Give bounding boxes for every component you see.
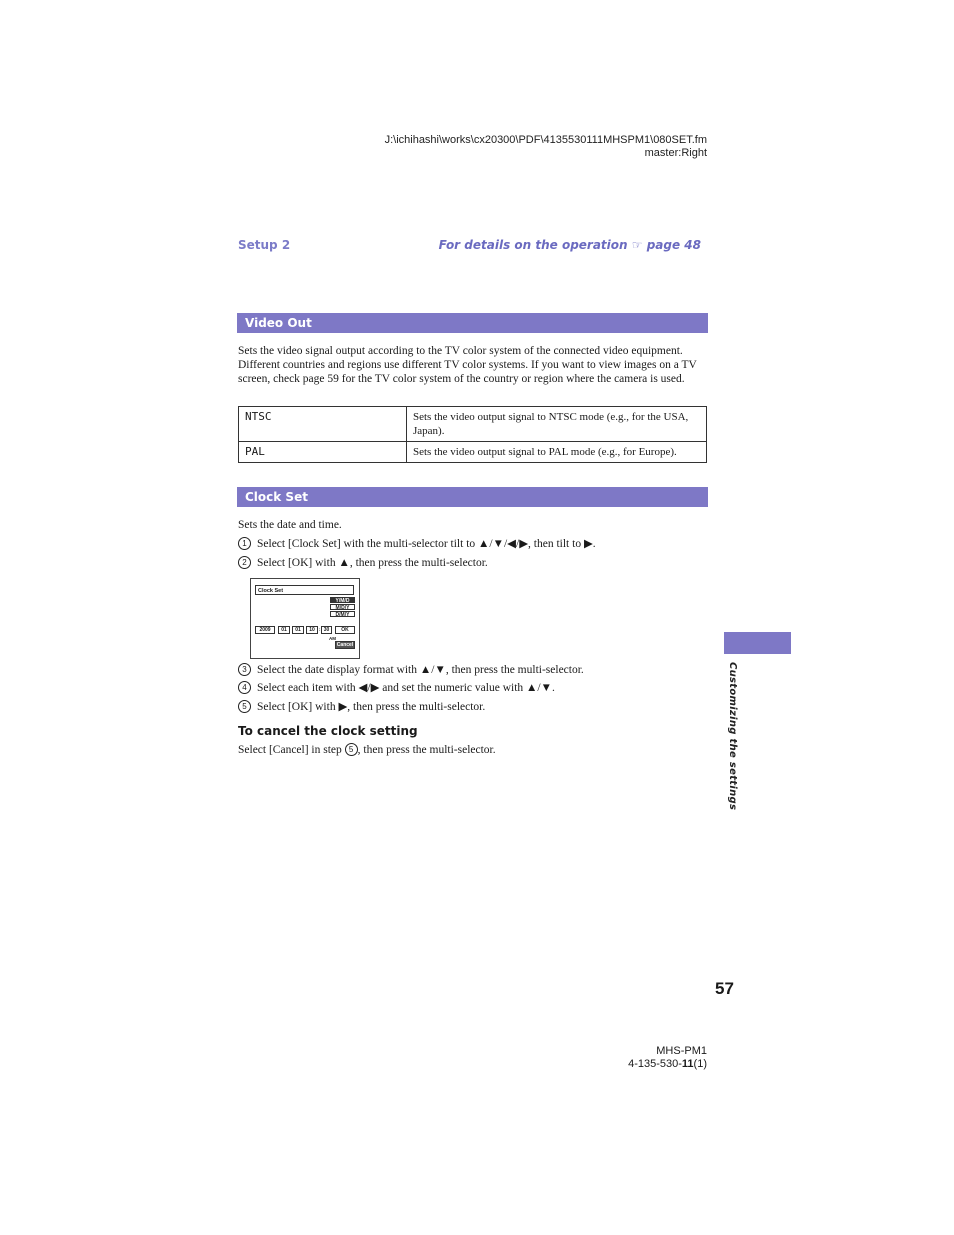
video-out-section-bar [237,313,708,333]
code-suffix: (1) [693,1058,707,1070]
video-out-options-table [238,406,707,463]
date-format-option: M/D/Y [330,604,355,610]
date-format-option: Y/M/D [330,597,355,603]
step-number: 5 [238,700,251,713]
operation-reference-page: page 48 [642,238,701,252]
step-text: Select each item with ◀/▶ and set the numeric value with ▲/▼. [257,682,555,694]
month-field: 01 [278,626,290,634]
clock-set-section-bar [237,487,708,507]
screen-title: Clock Set [255,585,354,595]
clock-set-title: Clock Set [245,490,308,504]
minute-field: 30 [321,626,332,634]
code-prefix: 4-135-530- [628,1058,682,1070]
date-format-option: D/M/Y [330,611,355,617]
ok-button: OK [335,626,355,634]
step-item [238,700,485,714]
cancel-text-after: , then press the multi-selector. [357,744,496,756]
hour-field: 10 [306,626,318,634]
file-path: J:\ichihashi\works\cx20300\PDF\4135530111MHSPM1\080SET.fm [384,134,707,146]
table-row [239,442,707,463]
step-item [238,556,488,570]
option-key: NTSC [239,407,407,442]
step-number: 2 [238,556,251,569]
step-text: Select the date display format with ▲/▼, then press the multi-selector. [257,664,584,676]
step-item [238,537,596,551]
footer [628,1045,707,1071]
master-label: master:Right [644,147,707,159]
pointing-hand-icon: ☞ [631,238,643,252]
clock-set-screen-illustration [250,578,360,659]
page-number: 57 [715,979,734,998]
step-text: Select [OK] with ▶, then press the multi-selector. [257,701,486,713]
video-out-title: Video Out [245,316,312,330]
model-name: MHS-PM1 [656,1045,707,1057]
option-description: Sets the video output signal to NTSC mode (e.g., for the USA, Japan). [407,407,707,442]
option-description: Sets the video output signal to PAL mode (e.g., for Europe). [407,442,707,463]
chapter-side-tab [724,632,791,654]
video-out-description: Sets the video signal output according to the TV color system of the connected video equipment. Different countries and regions use different TV color systems. If you want to view images on a TV screen, check page 59 for the TV color system of the country or region where the camera is used. [238,345,697,385]
operation-reference [439,238,701,252]
option-key: PAL [239,442,407,463]
section-header-left: Setup 2 [238,238,291,252]
cancel-instruction [238,743,496,757]
step-text: Select [Clock Set] with the multi-selector tilt to ▲/▼/◀/▶, then tilt to ▶. [257,538,596,550]
cancel-subheading: To cancel the clock setting [238,724,418,738]
step-number: 4 [238,681,251,694]
time-colon: : [319,627,321,632]
cancel-text-before: Select [Cancel] in step [238,744,345,756]
chapter-side-label: Customizing the settings [727,662,738,811]
step-item [238,663,584,677]
operation-reference-text: For details on the operation [438,238,632,252]
step-text: Select [OK] with ▲, then press the multi-selector. [257,557,488,569]
file-meta [385,134,707,160]
step-item [238,681,555,695]
step-number: 1 [238,537,251,550]
code-bold: 11 [681,1058,694,1070]
cancel-button: Cancel [336,642,354,648]
ampm-label: AM [329,636,336,641]
step-number: 3 [238,663,251,676]
document-code [628,1058,707,1071]
day-field: 01 [292,626,304,634]
table-row [239,407,707,442]
step-number: 5 [345,743,358,756]
year-field: 2009 [255,626,275,634]
clock-set-intro: Sets the date and time. [238,519,342,531]
